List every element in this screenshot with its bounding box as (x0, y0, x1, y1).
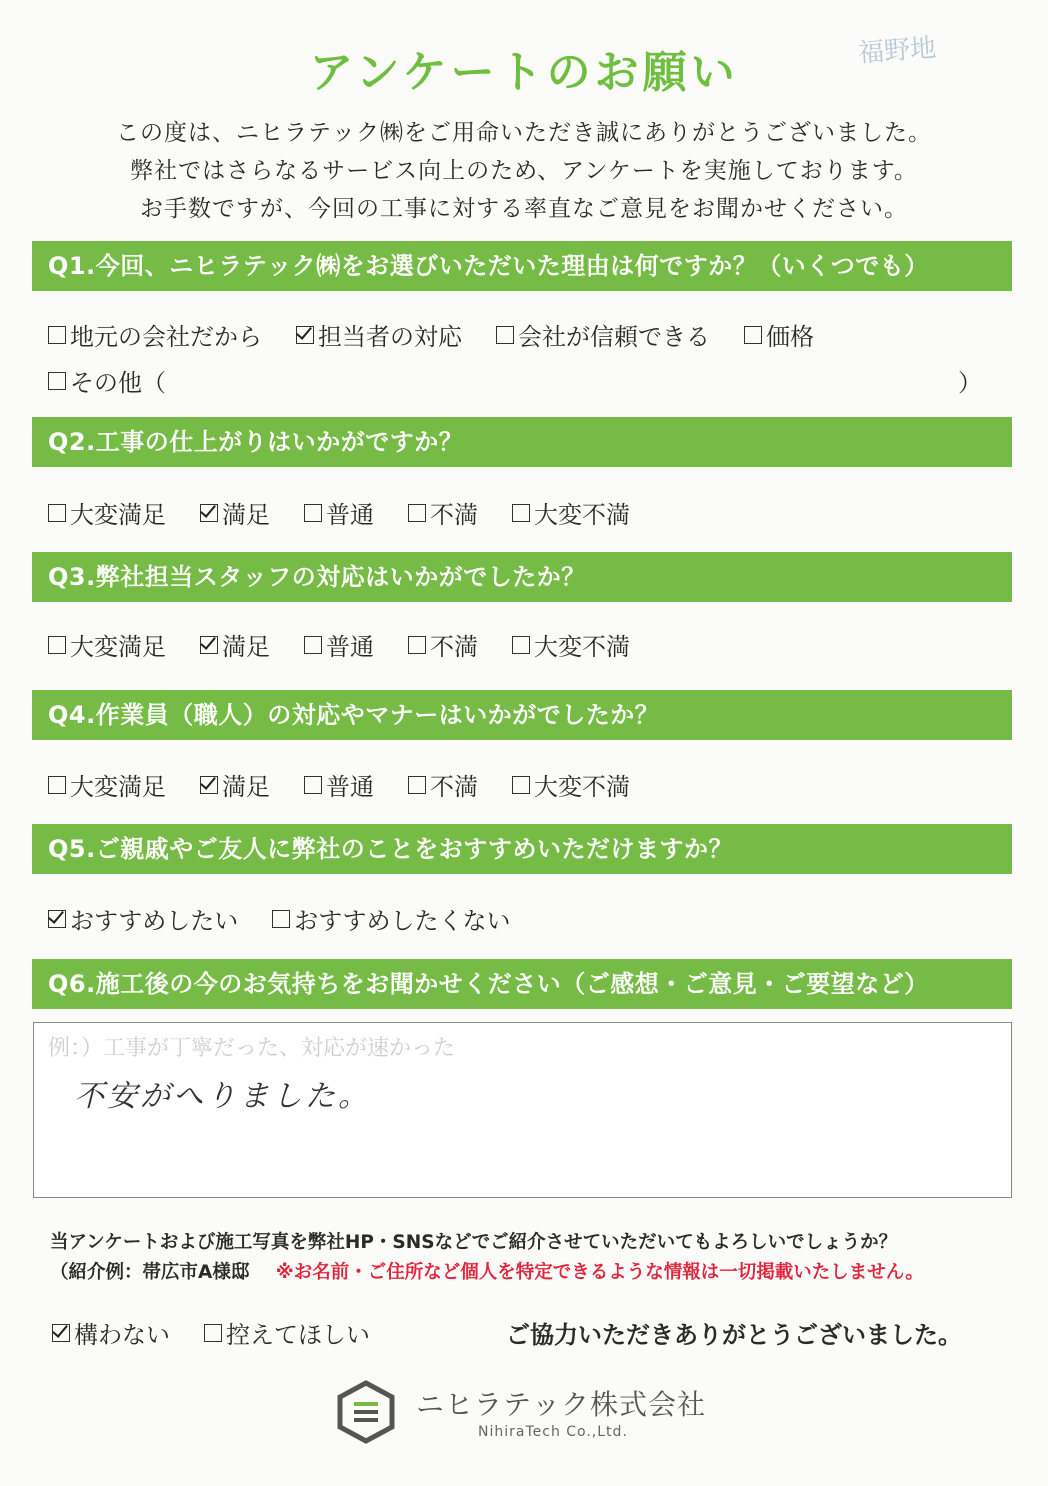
handwritten-stamp: 福野地 (857, 33, 938, 69)
comment-placeholder: 例：）工事が丁寧だった、対応が速かった (48, 1036, 456, 1061)
q4-option-4[interactable]: 不満 (408, 767, 478, 802)
thanks-message: ご協力いただきありがとうございました。 (506, 1321, 962, 1349)
checkbox[interactable] (48, 636, 66, 654)
consent-question: 当アンケートおよび施工写真を弊社HP・SNSなどでご紹介させていただいてもよろしいでしょうか？ (50, 1232, 898, 1253)
q3-option-5[interactable]: 大変不満 (512, 627, 630, 662)
question-6-header: Q6.施工後の今のお気持ちをお聞かせください（ご感想・ご意見・ご要望など） (32, 959, 1012, 1009)
q1-option-local[interactable]: 地元の会社だから (48, 317, 262, 352)
question-4-header: Q4.作業員（職人）の対応やマナーはいかがでしたか？ (32, 690, 1012, 740)
q2-option-3[interactable]: 普通 (304, 495, 374, 530)
checkbox[interactable] (408, 504, 426, 522)
q3-option-1[interactable]: 大変満足 (48, 627, 166, 662)
question-5-header: Q5.ご親戚やご友人に弊社のことをおすすめいただけますか？ (32, 824, 1012, 874)
company-name: ニヒラテック株式会社 (416, 1388, 707, 1421)
checkbox[interactable] (48, 326, 66, 344)
checkbox[interactable] (200, 636, 218, 654)
checkbox[interactable] (512, 636, 530, 654)
question-2-header: Q2.工事の仕上がりはいかがですか？ (32, 417, 1012, 467)
consent-example-row (50, 1258, 924, 1284)
checkbox[interactable] (304, 776, 322, 794)
privacy-notice: ※お名前・ご住所など個人を特定できるような情報は一切掲載いたしません。 (275, 1262, 924, 1283)
comment-answer: 不安がへりました。 (74, 1079, 371, 1114)
consent-option-decline[interactable]: 控えてほしい (204, 1315, 370, 1350)
q2-option-2[interactable]: 満足 (200, 495, 270, 530)
checkbox[interactable] (512, 776, 530, 794)
q2-options (48, 495, 664, 530)
checkbox[interactable] (52, 1324, 70, 1342)
q3-option-4[interactable]: 不満 (408, 627, 478, 662)
checkbox[interactable] (272, 910, 290, 928)
q4-option-5[interactable]: 大変不満 (512, 767, 630, 802)
q4-option-2[interactable]: 満足 (200, 767, 270, 802)
checkbox[interactable] (200, 504, 218, 522)
q4-option-1[interactable]: 大変満足 (48, 767, 166, 802)
checkbox[interactable] (408, 636, 426, 654)
consent-options (52, 1315, 404, 1350)
consent-option-ok[interactable]: 構わない (52, 1315, 170, 1350)
intro-line-3: お手数ですが、今回の工事に対する率直なご意見をお聞かせください。 (140, 196, 908, 222)
checkbox[interactable] (512, 504, 530, 522)
checkbox[interactable] (48, 504, 66, 522)
checkbox[interactable] (48, 910, 66, 928)
checkbox[interactable] (304, 636, 322, 654)
consent-example: （紹介例：帯広市A様邸 (50, 1262, 250, 1283)
page-title: アンケートのお願い (309, 47, 739, 98)
question-3-header: Q3.弊社担当スタッフの対応はいかがでしたか？ (32, 552, 1012, 602)
checkbox[interactable] (496, 326, 514, 344)
q1-option-price[interactable]: 価格 (744, 317, 814, 352)
question-1-header: Q1.今回、ニヒラテック㈱をお選びいただいた理由は何ですか？（いくつでも） (32, 241, 1012, 291)
comment-box[interactable] (33, 1022, 1012, 1198)
q5-options (48, 901, 545, 936)
checkbox[interactable] (204, 1324, 222, 1342)
q1-option-other[interactable]: その他（ (48, 363, 166, 398)
intro-line-1: この度は、ニヒラテック㈱をご用命いただき誠にありがとうございました。 (116, 120, 932, 146)
q4-options (48, 767, 664, 802)
q3-option-2[interactable]: 満足 (200, 627, 270, 662)
checkbox[interactable] (48, 372, 66, 390)
checkbox[interactable] (744, 326, 762, 344)
company-logo-icon (336, 1380, 396, 1444)
checkbox[interactable] (296, 326, 314, 344)
q1-option-staff[interactable]: 担当者の対応 (296, 317, 462, 352)
checkbox[interactable] (200, 776, 218, 794)
q5-option-not-recommend[interactable]: おすすめしたくない (272, 901, 510, 936)
checkbox[interactable] (408, 776, 426, 794)
q5-option-recommend[interactable]: おすすめしたい (48, 901, 238, 936)
q2-option-4[interactable]: 不満 (408, 495, 478, 530)
q1-option-trust[interactable]: 会社が信頼できる (496, 317, 710, 352)
q1-other-row (48, 363, 200, 398)
q3-options (48, 627, 664, 662)
intro-line-2: 弊社ではさらなるサービス向上のため、アンケートを実施しております。 (130, 158, 918, 184)
checkbox[interactable] (304, 504, 322, 522)
q1-other-close: ） (958, 369, 982, 397)
checkbox[interactable] (48, 776, 66, 794)
company-name-en: NihiraTech Co.,Ltd. (478, 1424, 628, 1440)
q1-options (48, 317, 848, 352)
q2-option-5[interactable]: 大変不満 (512, 495, 630, 530)
q2-option-1[interactable]: 大変満足 (48, 495, 166, 530)
q3-option-3[interactable]: 普通 (304, 627, 374, 662)
q4-option-3[interactable]: 普通 (304, 767, 374, 802)
